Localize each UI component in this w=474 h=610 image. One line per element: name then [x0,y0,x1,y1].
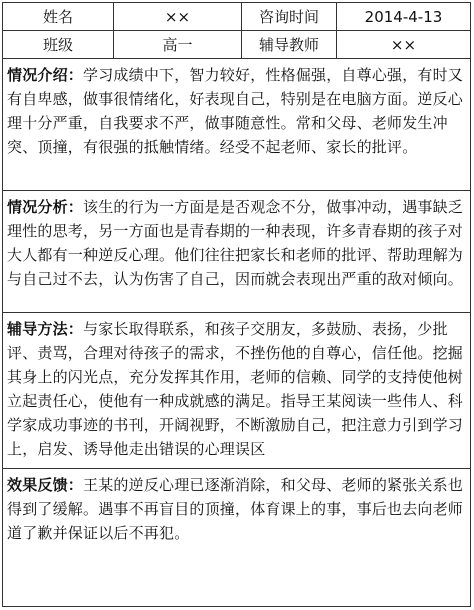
section-analysis [3,191,470,313]
name-value: ×× [113,3,241,30]
name-label: 姓名 [42,8,73,26]
class-label: 班级 [42,36,73,54]
header-row-1 [3,3,470,31]
tutor-teacher-value: ×× [336,31,470,58]
section-method [3,313,470,469]
intro-text: 学习成绩中下，智力较好，性格倔强，自尊心强，有时又有自卑感，做事很情绪化，好表现自己，特别是在电脑方面。逆反心理十分严重，自我要求不严，做事随意性。常和父母、老师发生冲突、顶撞，有很强的抵触情绪。经受不起老师、家长的批评。 [7,66,464,156]
analysis-title: 情况分析： [7,198,84,216]
method-text: 与家长取得联系，和孩子交朋友，多鼓励、表扬，少批评、责骂，合理对待孩子的需求，不挫伤他的自尊心，信任他。挖掘其身上的闪光点，充分发挥其作用，老师的信赖、同学的支持使他树立起责任心，使他有一种成就感的满足。指导王某阅读一些伟人、科学家成功事迹的书刊，开阔视野，不断激励自己，把注意力引到学习上，启发、诱导他走出错误的心理误区 [7,320,464,458]
feedback-title: 效果反馈： [7,476,84,494]
section-feedback [3,469,470,606]
method-title: 辅导方法： [7,320,84,338]
section-intro [3,59,470,191]
tutor-teacher-label: 辅导教师 [241,31,336,58]
intro-title: 情况介绍： [7,66,84,84]
header-row-2 [3,31,470,59]
feedback-text: 王某的逆反心理已逐渐消除，和父母、老师的紧张关系也得到了缓解。遇事不再盲目的顶撞，体育课上的事，事后也去向老师道了歉并保证以后不再犯。 [7,476,464,542]
class-value: 高一 [113,31,241,58]
consult-time-value: 2014-4-13 [336,3,470,30]
consult-time-label: 咨询时间 [241,3,336,30]
analysis-text: 该生的行为一方面是是否观念不分，做事冲动，遇事缺乏理性的思考，另一方面也是青春期的一种表现，许多青春期的孩子对大人都有一种逆反心理。他们往往把家长和老师的批评、帮助理解为与自己过不去，认为伤害了自己，因而就会表现出严重的敌对倾向。 [7,198,464,288]
counseling-record-table [2,2,471,607]
